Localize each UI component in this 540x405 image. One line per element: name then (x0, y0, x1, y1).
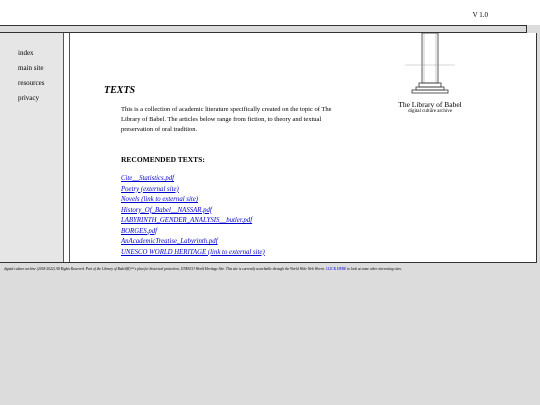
sidebar-item-main-site[interactable]: main site (18, 64, 44, 72)
footer-text: digital culture archive (2018-2022) All Rights Reserved. Part of the Library of Babel(R)™'s plan for historical protection, UNESCO World Heritage Site. This site is currently searchable through the World Wide Web Wovrn. (4, 267, 325, 271)
link-novels[interactable]: Novels (link to external site) (121, 196, 199, 203)
sidebar-item-index[interactable]: index (18, 49, 34, 57)
top-bar (0, 0, 540, 25)
content-area (70, 33, 536, 262)
link-labyrinth-gender-analysis[interactable]: LABYRINTH_GENDER_ANALYSIS__butler.pdf (121, 217, 253, 224)
link-history-of-babel[interactable]: History_Of_Babel__NASSAR.pdf (121, 206, 212, 214)
page-title: TEXTS (104, 85, 136, 96)
logo-subtitle: digital culture archive (408, 109, 452, 114)
sidebar-item-resources[interactable]: resources (18, 79, 45, 87)
recommended-links-list (121, 174, 265, 258)
version-label: V 1.0 (472, 11, 488, 19)
sidebar-item-privacy[interactable]: privacy (18, 94, 39, 102)
main-frame (0, 33, 537, 263)
link-poetry[interactable]: Poetry (external site) (121, 185, 179, 193)
header-strip (0, 25, 527, 33)
intro-paragraph: This is a collection of academic literature specifically created on the topic of The Library of Babel. The articles below range from fiction, to theory and textual preservation of oral tradition. (121, 106, 332, 133)
footer-text-after: to look at some other interesting sites. (347, 267, 402, 271)
link-borges[interactable]: BORGES.pdf (121, 227, 158, 235)
recommended-heading: RECOMENDED TEXTS: (121, 155, 205, 164)
logo-title: The Library of Babel (398, 100, 462, 109)
footer-click-here-link[interactable]: CLICK HERE (325, 267, 347, 271)
link-academic-treatise[interactable]: AnAcademicTreatise_Labyrinth.pdf (121, 238, 218, 245)
link-cite-statistics[interactable]: Cite__Statistics.pdf (121, 175, 175, 182)
link-unesco[interactable]: UNESCO WORLD HERITAGE (link to external site) (121, 248, 265, 256)
footer (4, 267, 538, 271)
sidebar-nav (18, 46, 44, 106)
